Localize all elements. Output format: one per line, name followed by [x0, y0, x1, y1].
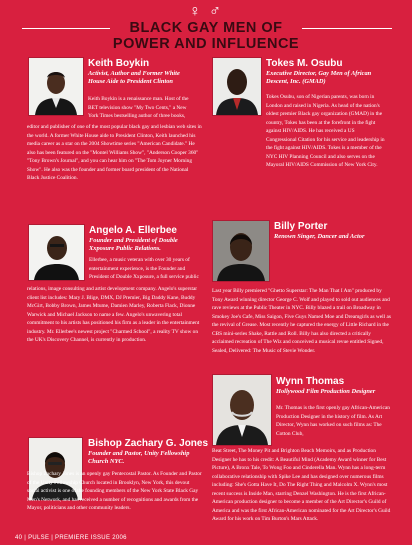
profile-role: Founder and Pastor, Unity Fellowship Church NYC. — [88, 450, 190, 465]
page-title-line1: BLACK GAY MEN OF — [129, 20, 283, 36]
page-header — [0, 0, 412, 58]
profile-name: Tokes M. Osubu — [266, 58, 343, 69]
gender-symbols-icon: ♀ ♂ — [189, 3, 223, 20]
profile-role: Executive Director, Gay Men of African Descent, Inc. (GMAD) — [266, 70, 372, 85]
profile-name: Bishop Zachary G. Jones — [88, 438, 209, 449]
portrait-photo — [212, 57, 262, 116]
profile-bio: Tokes Osubu, son of Nigerian parents, was born in London and raised in Nigeria. As head of the nation's oldest premier Black gay organization (GMAD) in the country, Tokes has been at the forefront in the fight against HIV/AIDS. He has received a US Congressional Citation for his service and leadership in the fight against HIV/AIDS. Tokes is a member of the NYC HIV Planning Council and also serves on the Mayoral HIV/AIDS Commission of New York City. — [266, 94, 385, 168]
profile-bio: Last year Billy premiered "Ghetto Superstar: The Man That I Am" produced by Tony Award winning director George C. Wolf and played to sold out audiences and rave reviews at the Public Theater in NYC. Billy blazed a trail on Broadway in Smokey Joe's Cafe, Miss Saigon, Five Guys Named Moe and Dreamgirls as well as the revival of Grease. Most recently he captured the energy of Little Richard in the CBS mini-series Shake, Rattle and Roll. Billy has also directed a critically acclaimed recreation of The Wiz and conceived a musical revue entitled Signed, Sealed, Delivered: The Music of Stevie Wonder. — [212, 288, 391, 354]
profile-name: Keith Boykin — [88, 58, 150, 69]
profile-role: Founder and President of Double Xxposure Public Relations. — [89, 237, 178, 252]
profile-bio: relations, image consulting and artist development company. Angelo's superstar client list includes: Mary J. Blige, DMX, DJ Premier, Big Daddy Kane, Buddy McGirt, Bobby Brown, James Mtume, Damien Marley, Roberta Flack, Dionne Warwick and Michael Jackson to name a few. Angelo's unwavering total commitment to his artists has positioned his firm as a leader in the entertainment industry. Mr. Ellerbee's newest project "Charmed School", a reality TV show on the UK's Discovery Channel, is currently in production. — [27, 286, 200, 343]
page-title-line2: POWER AND INFLUENCE — [112, 36, 300, 52]
profile-bio: Bishop Zachary Jones is an openly gay Pentecostal Pastor. As Founder and Pastor of the Unity Fellowship Church located in Brooklyn, New York, this devout social activist is one of the founding members of the New York State Black Gay Men's Network, and has received a number of recognitions and awards from the Mayor, politicians and other community leaders. — [27, 471, 202, 511]
portrait-angelo-icon — [29, 225, 84, 280]
page-footer: 40 | PULSE | PREMIERE ISSUE 2006 — [15, 535, 127, 541]
profile-bio: Beat Street, The Money Pit and Brighton Beach Memoirs, and as Production Designer he has to his credit: A Beautiful Mind (Academy Award winner for Best Picture), A Bronx Tale, To Wong Foo and Cinderella Man. Wynn has a long-term collaborative relationship with Spike Lee and has designed over numerous films including: She's Gotta Have It, Do The Right Thing and Malcolm X. Wynn's most recent success is Inside Man, starring Denzel Washington. He is the first African-American production designer to become a member of the Art Director's Guild of America and was the first African-American nominated for the Art Director's Guild Award for his work on Tim Burton's Mars Attack. — [212, 448, 391, 522]
profile-name: Wynn Thomas — [276, 376, 345, 387]
profile-bio-intro: Mr. Thomas is the first openly gay African-American Production Designer in the history of film. As Art Director, Wynn has worked on such films as: The Cotton Club, — [276, 405, 390, 437]
portrait-keith-icon — [29, 58, 83, 115]
portrait-wynn-icon — [213, 375, 271, 445]
portrait-billy-icon — [213, 221, 269, 281]
profile-role: Activist, Author and Former White House Aide to President Clinton — [88, 70, 180, 85]
portrait-photo — [28, 224, 85, 281]
profile-bio: editor and publisher of one of the most popular black gay and lesbian web sites in the world. A former White House aide to President Clinton, Keith launched his media career as a star on the 2004 Showtime series "American Candidate." He also has been featured on the "Montel Williams Show", "Anderson Cooper 360" "Tony Brown's Journal", and you can hear him on "The Tom Joyner Morning Show". He also was the founder and former board president of the National Black Justice Coalition. — [27, 124, 202, 181]
profile-role: Hollywood Film Production Designer — [276, 388, 376, 395]
profile-name: Billy Porter — [274, 221, 328, 232]
portrait-photo — [28, 57, 84, 116]
profile-name: Angelo A. Ellerbee — [89, 225, 177, 236]
profile-bio-intro: Keith Boykin is a renaissance man. Host of the BET television show "My Two Cents," a New York Times bestselling author of three books, — [88, 96, 189, 119]
profile-role: Renown Singer, Dancer and Actor — [274, 233, 365, 240]
portrait-photo — [212, 220, 270, 282]
portrait-photo — [212, 374, 272, 446]
portrait-tokes-icon — [213, 58, 261, 115]
profile-bio-intro: Ellerbee, a music veteran with over 30 years of entertainment experience, is the Founder and President of Double Xxposure, a full service public — [89, 257, 199, 280]
